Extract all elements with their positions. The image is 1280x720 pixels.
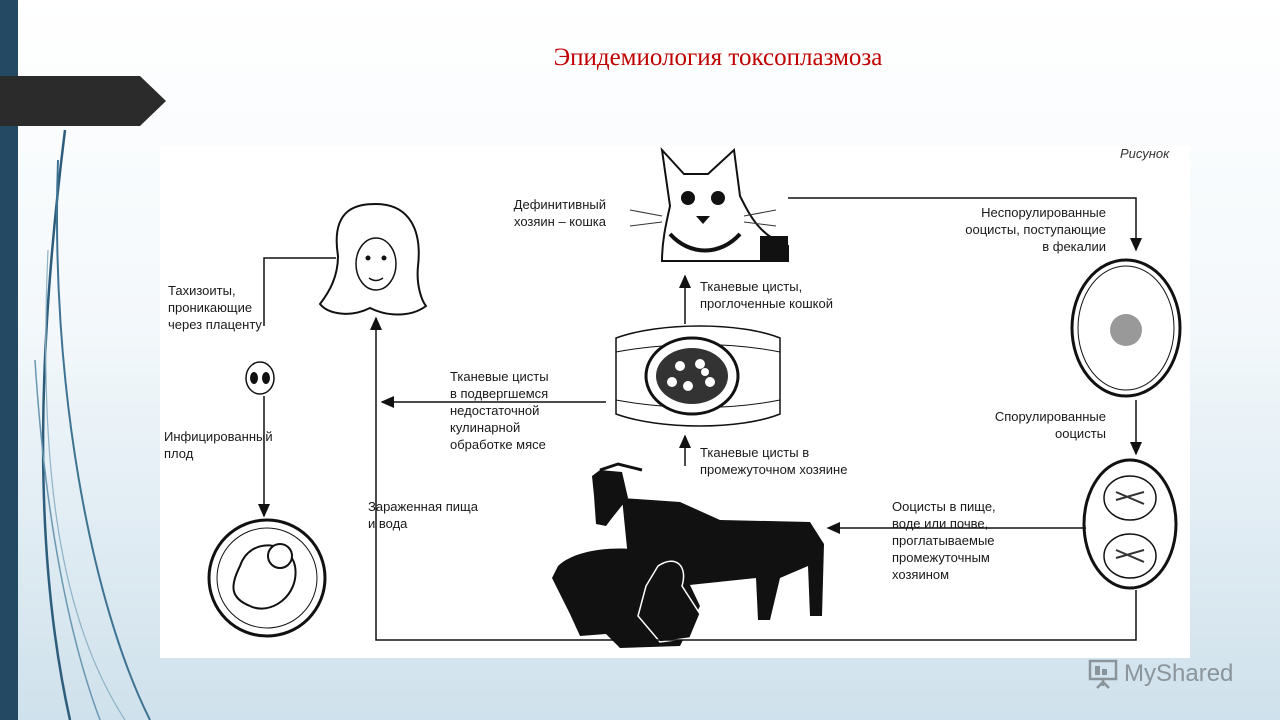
sporulated-oocyst-icon xyxy=(1084,460,1176,588)
watermark-text: MyShared xyxy=(1124,660,1234,687)
label-cysts-undercooked: Тканевые цисты в подвергшемся недостаточной кулинарной обработке мясе xyxy=(450,369,549,452)
toxoplasmosis-diagram xyxy=(160,146,1190,658)
label-tachyzoites: Тахизоиты, проникающие через плаценту xyxy=(168,283,262,332)
title-tab-shape xyxy=(0,76,166,126)
fetus-small-icon xyxy=(246,362,274,394)
label-sporulated-oocysts: Спорулированные ооцисты xyxy=(994,409,1106,441)
intermediate-hosts-icon xyxy=(552,464,824,648)
unsporulated-oocyst-icon xyxy=(1072,260,1180,396)
watermark xyxy=(1088,656,1233,692)
presentation-icon xyxy=(1088,658,1118,690)
label-definitive-host: Дефинитивный хозяин – кошка xyxy=(513,197,606,229)
label-contaminated-food: Зараженная пища и вода xyxy=(368,499,478,531)
label-cysts-swallowed: Тканевые цисты, проглоченные кошкой xyxy=(700,279,833,311)
cat-icon xyxy=(630,150,788,261)
label-infected-fetus: Инфицированный плод xyxy=(164,429,273,461)
label-cysts-intermediate: Тканевые цисты в промежуточном хозяине xyxy=(700,445,848,477)
figure-caption: Рисунок xyxy=(1120,146,1170,161)
tissue-cyst-icon xyxy=(616,326,780,426)
woman-head-icon xyxy=(320,204,426,315)
label-oocysts-in-food: Ооцисты в пище, воде или почве, проглатываемые промежуточным хозяином xyxy=(892,499,996,582)
slide-title: Эпидемиология токсоплазмоза xyxy=(553,44,883,71)
fetus-in-uterus-icon xyxy=(209,520,325,636)
label-unsporulated-oocysts: Неспорулированные ооцисты, поступающие в фекалии xyxy=(965,205,1106,254)
